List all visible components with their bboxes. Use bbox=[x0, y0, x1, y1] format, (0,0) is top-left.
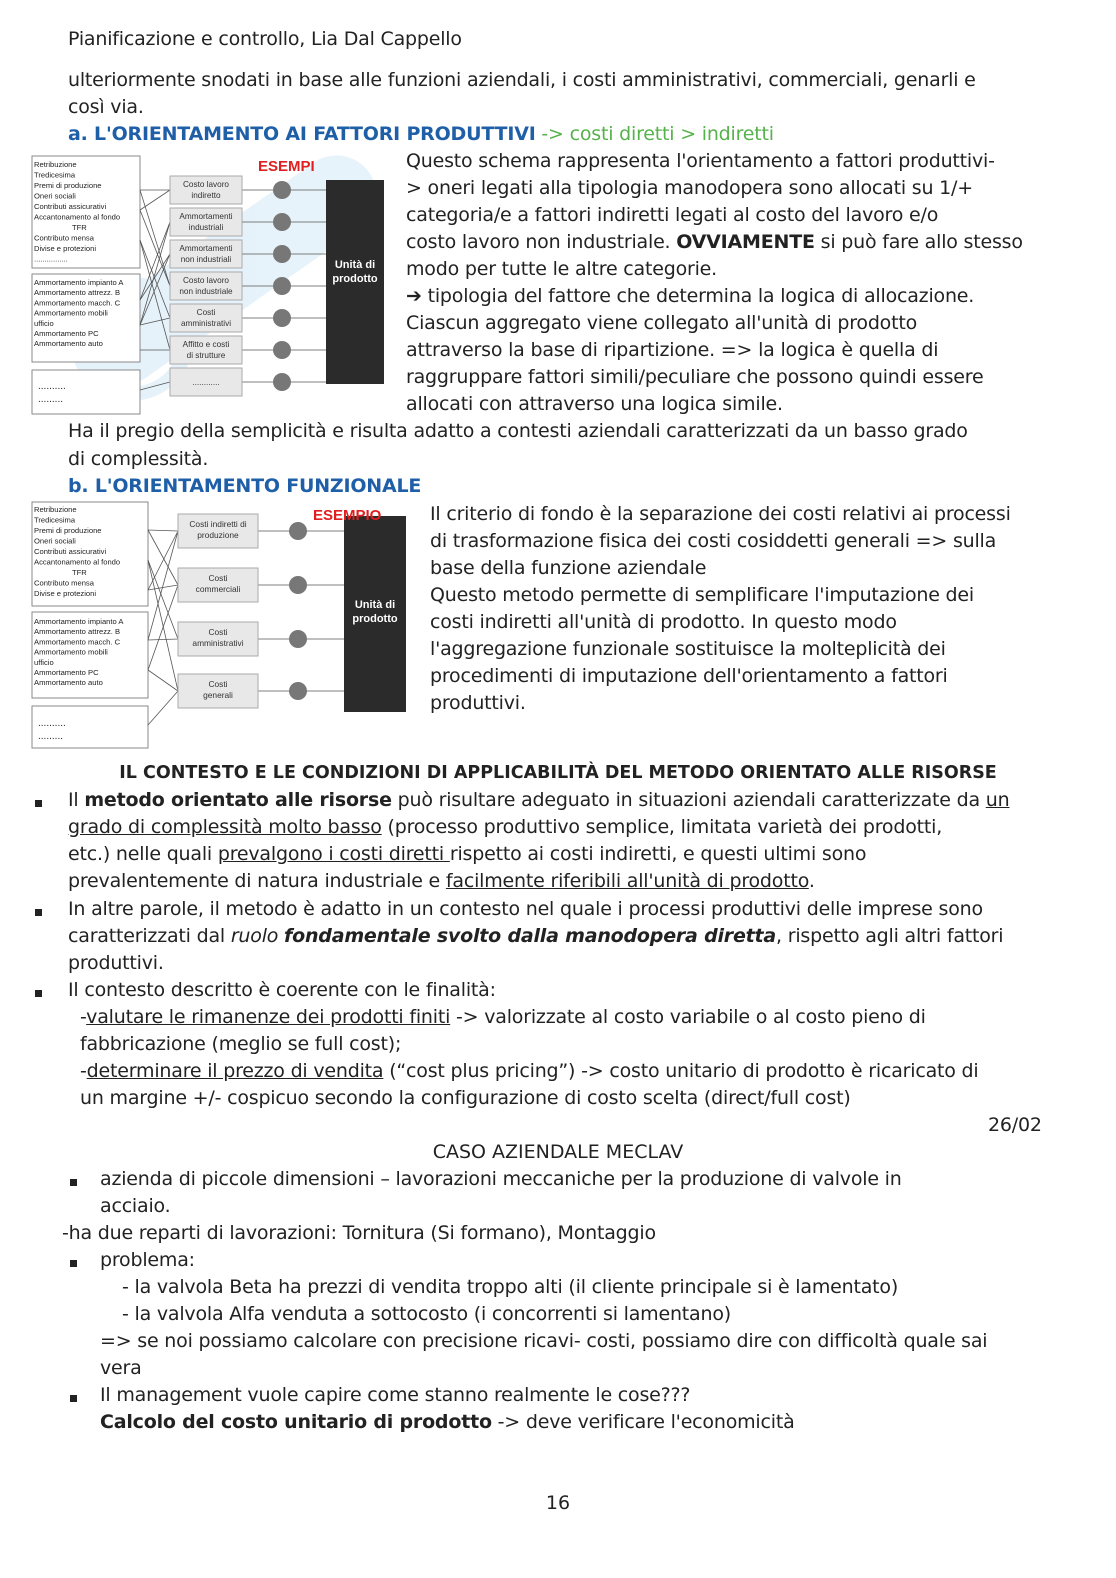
ctx-b1-t3: un bbox=[985, 789, 1010, 811]
b-labor-cost-item-8: Divise e protezioni bbox=[34, 589, 97, 598]
function-label-3-1: generali bbox=[203, 690, 233, 700]
b-product-unit-label-2: prodotto bbox=[352, 613, 398, 625]
a-text-2: > oneri legati alla tipologia manodopera sono allocati su 1/+ bbox=[406, 177, 973, 199]
bullet-icon bbox=[35, 796, 42, 810]
function-node bbox=[289, 522, 307, 540]
ctx-b3-t1: - bbox=[80, 1006, 87, 1028]
b-depreciation-item-4: ufficio bbox=[34, 657, 54, 667]
ctx-b1-t8: rispetto ai costi indiretti, e questi ultimi sono bbox=[449, 843, 867, 865]
b-depreciation-item-3: Ammortamento mobili bbox=[34, 647, 108, 657]
b-product-unit-label-1: Unità di bbox=[354, 599, 396, 611]
b-connector-line bbox=[148, 530, 178, 585]
b-depreciation-item-5: Ammortamento PC bbox=[34, 668, 99, 677]
connector-line bbox=[140, 382, 170, 390]
function-label-0-0: Costi indiretti di bbox=[189, 519, 247, 529]
allocation-base-node bbox=[273, 245, 291, 263]
depreciation-item-6: Ammortamento auto bbox=[34, 339, 103, 349]
ctx-b1-t10: facilmente riferibili all'unità di prodotto bbox=[445, 870, 809, 892]
depreciation-item-3: Ammortamento mobili bbox=[34, 308, 108, 318]
case-b3-line2 bbox=[100, 1409, 795, 1436]
product-unit-label-2: prodotto bbox=[332, 273, 378, 285]
ctx-b2-t1: caratterizzati dal bbox=[68, 925, 231, 947]
b-text-3: base della funzione aziendale bbox=[430, 557, 707, 579]
a-text-4b: OVVIAMENTE bbox=[676, 231, 815, 253]
b-labor-cost-item-0: Retribuzione bbox=[34, 505, 77, 514]
depreciation-item-5: Ammortamento PC bbox=[34, 329, 99, 338]
connector-line bbox=[140, 240, 170, 318]
ctx-b1-t7: prevalgono i costi diretti bbox=[217, 843, 450, 865]
case-line: -ha due reparti di lavorazioni: Tornitura (Si formano), Montaggio bbox=[62, 1222, 656, 1244]
depreciation-item-4: ufficio bbox=[34, 318, 54, 328]
connector-line bbox=[140, 190, 170, 210]
section-b-heading: b. L'ORIENTAMENTO FUNZIONALE bbox=[68, 475, 422, 497]
a-text-3: categoria/e a fattori indiretti legati al costo del lavoro e/o bbox=[406, 204, 939, 226]
labor-cost-item-2: Premi di produzione bbox=[34, 181, 102, 190]
aggregate-label-5-0: Affitto e costi bbox=[182, 340, 230, 349]
section-a-heading: a. L'ORIENTAMENTO AI FATTORI PRODUTTIVI bbox=[68, 123, 536, 145]
case-b2-line3: - la valvola Alfa venduta a sottocosto (i concorrenti si lamentano) bbox=[122, 1303, 731, 1325]
function-label-3-0: Costi bbox=[208, 679, 228, 689]
ctx-b2-t2: ruolo bbox=[230, 925, 285, 947]
aggregate-label-3-1: non industriale bbox=[179, 287, 233, 296]
b-labor-cost-item-7: Contributo mensa bbox=[34, 578, 94, 588]
ctx-b2-line1: In altre parole, il metodo è adatto in un contesto nel quale i processi produttivi delle imprese sono bbox=[68, 898, 983, 920]
example-label: ESEMPI bbox=[258, 158, 315, 175]
labor-cost-item-9: ................ bbox=[34, 254, 68, 264]
ctx-b1-t5: (processo produttivo semplice, limitata varietà dei prodotti, bbox=[381, 816, 943, 838]
ctx-b1-line3 bbox=[68, 841, 866, 868]
case-b3-bold: Calcolo del costo unitario di prodotto bbox=[100, 1411, 492, 1433]
ctx-b3-t2: valutare le rimanenze dei prodotti finiti bbox=[86, 1006, 451, 1028]
ctx-b3-t3: -> valorizzate al costo variabile o al costo pieno di bbox=[450, 1006, 926, 1028]
ctx-b1-t1: metodo orientato alle risorse bbox=[84, 789, 392, 811]
b-text-4: Questo metodo permette di semplificare l'imputazione dei bbox=[430, 584, 974, 606]
allocation-base-node bbox=[273, 181, 291, 199]
function-label-0-1: produzione bbox=[197, 530, 239, 540]
bullet-icon bbox=[70, 1256, 77, 1270]
allocation-base-node bbox=[273, 277, 291, 295]
b-text-6: l'aggregazione funzionale sostituisce la molteplicità dei bbox=[430, 638, 946, 660]
b-depreciation-item-1: Ammortamento attrezz. B bbox=[34, 627, 121, 637]
a-text-10: allocati con attraverso una logica simile. bbox=[406, 393, 783, 415]
function-label-2-0: Costi bbox=[208, 627, 228, 637]
other-cost-item-0: .......... bbox=[38, 381, 66, 392]
a-text-8: attraverso la base di ripartizione. => la logica è quella di bbox=[406, 339, 939, 361]
ctx-b3-line5: un margine +/- cospicuo secondo la configurazione di costo scelta (direct/full cost) bbox=[80, 1087, 851, 1109]
bullet-icon bbox=[35, 905, 42, 919]
page-header: Pianificazione e controllo, Lia Dal Cappello bbox=[68, 28, 462, 50]
labor-cost-item-4: Contributi assicurativi bbox=[34, 202, 107, 211]
aggregate-label-2-1: non industriali bbox=[180, 255, 232, 264]
aggregate-label-1-0: Ammortamenti bbox=[179, 212, 233, 221]
connector-line bbox=[140, 318, 170, 325]
labor-cost-item-1: Tredicesima bbox=[34, 170, 76, 180]
aggregate-label-4-0: Costi bbox=[196, 308, 216, 317]
labor-cost-item-3: Oneri sociali bbox=[34, 191, 76, 201]
ctx-b1-line1 bbox=[68, 787, 1009, 814]
case-b1-line2: acciaio. bbox=[100, 1195, 171, 1217]
b-text-2: di trasformazione fisica dei costi cosiddetti generali => sulla bbox=[430, 530, 997, 552]
b-connector-line bbox=[148, 691, 178, 725]
b-function-boxes bbox=[178, 514, 307, 708]
ctx-b1-t9: prevalentemente di natura industriale e bbox=[68, 870, 446, 892]
case-b2-line1: problema: bbox=[100, 1249, 195, 1271]
case-b3-line1: Il management vuole capire come stanno realmente le cose??? bbox=[100, 1384, 691, 1406]
ctx-b3-line3: fabbricazione (meglio se full cost); bbox=[80, 1033, 402, 1055]
section-a-title bbox=[68, 121, 774, 148]
ctx-b1-t0: Il bbox=[68, 789, 85, 811]
b-labor-cost-item-3: Oneri sociali bbox=[34, 536, 76, 546]
bullet-icon bbox=[70, 1391, 77, 1405]
a-text-4a: costo lavoro non industriale. bbox=[406, 231, 677, 253]
labor-cost-item-8: Divise e protezioni bbox=[34, 244, 97, 253]
a-text-5: modo per tutte le altre categorie. bbox=[406, 258, 718, 280]
depreciation-item-1: Ammortamento attrezz. B bbox=[34, 288, 121, 298]
ctx-b1-t4: grado di complessità molto basso bbox=[68, 816, 382, 838]
b-labor-cost-item-4: Contributi assicurativi bbox=[34, 547, 107, 556]
b-connector-line bbox=[148, 639, 178, 640]
ctx-b1-t2: può risultare adeguato in situazioni aziendali caratterizzate da bbox=[391, 789, 986, 811]
function-label-1-1: commerciali bbox=[195, 584, 241, 594]
depreciation-item-0: Ammortamento impianto A bbox=[34, 278, 124, 287]
connector-line bbox=[140, 254, 170, 325]
function-node bbox=[289, 630, 307, 648]
other-costs-box bbox=[32, 370, 140, 414]
diagram-functional bbox=[30, 500, 412, 752]
b-connector-line bbox=[148, 530, 178, 531]
labor-cost-item-5: Accantonamento al fondo bbox=[34, 212, 121, 222]
intro-line-1: ulteriormente snodati in base alle funzioni aziendali, i costi amministrativi, commerciali, genarli e bbox=[68, 69, 976, 91]
aggregate-label-4-1: amministrativi bbox=[180, 319, 232, 328]
case-title: CASO AZIENDALE MECLAV bbox=[432, 1141, 684, 1163]
b-depreciation-item-2: Ammortamento macch. C bbox=[34, 637, 121, 647]
ctx-b3-t5: - bbox=[80, 1060, 87, 1082]
a-text-6 bbox=[406, 283, 974, 310]
intro-line-2: così via. bbox=[68, 96, 144, 118]
ctx-b1-line2 bbox=[68, 814, 942, 841]
connector-line bbox=[140, 240, 170, 350]
a-text-7: Ciascun aggregato viene collegato all'unità di prodotto bbox=[406, 312, 918, 334]
b-labor-cost-item-6: TFR bbox=[72, 568, 87, 577]
labor-cost-item-0: Retribuzione bbox=[34, 160, 77, 169]
a-text-6b: tipologia del fattore che determina la logica di allocazione. bbox=[421, 285, 975, 307]
function-node bbox=[289, 576, 307, 594]
ctx-b3-line4 bbox=[80, 1058, 978, 1085]
b-example-label: ESEMPIO bbox=[313, 507, 382, 524]
labor-cost-item-6: TFR bbox=[72, 223, 87, 232]
aggregate-label-6-0: ............ bbox=[192, 378, 220, 387]
aggregate-label-0-0: Costo lavoro bbox=[183, 180, 229, 189]
b-connector-line bbox=[148, 560, 178, 691]
bullet-icon bbox=[70, 1175, 77, 1189]
labor-cost-item-7: Contributo mensa bbox=[34, 233, 94, 243]
function-label-1-0: Costi bbox=[208, 573, 228, 583]
b-text-7: procedimenti di imputazione dell'orientamento a fattori bbox=[430, 665, 948, 687]
other-cost-item-1: ......... bbox=[38, 394, 64, 405]
allocation-base-node bbox=[273, 373, 291, 391]
case-b2-line4: => se noi possiamo calcolare con precisione ricavi- costi, possiamo dire con difficoltà quale sai bbox=[100, 1330, 988, 1352]
ctx-b2-t3: fondamentale svolto dalla manodopera diretta bbox=[284, 925, 777, 947]
case-b3-rest: -> deve verificare l'economicità bbox=[491, 1411, 795, 1433]
allocation-base-node bbox=[273, 341, 291, 359]
a-text-1: Questo schema rappresenta l'orientamento a fattori produttivi- bbox=[406, 150, 995, 172]
aggregate-label-0-1: indiretto bbox=[191, 191, 221, 200]
ctx-b3-line2 bbox=[80, 1004, 926, 1031]
b-other-cost-item-1: ......... bbox=[38, 731, 64, 742]
b-depreciation-item-6: Ammortamento auto bbox=[34, 678, 103, 688]
aggregate-label-3-0: Costo lavoro bbox=[183, 276, 229, 285]
section-b-title bbox=[68, 473, 421, 500]
a-text-4 bbox=[406, 229, 1023, 256]
ctx-b2-line2 bbox=[68, 923, 1003, 950]
aggregate-label-5-1: di strutture bbox=[186, 351, 226, 360]
ctx-b3-t6: determinare il prezzo di vendita bbox=[86, 1060, 384, 1082]
b-labor-cost-item-5: Accantonamento al fondo bbox=[34, 557, 121, 567]
b-connector-line bbox=[148, 670, 178, 691]
product-unit-label-1: Unità di bbox=[334, 259, 376, 271]
a-after-1: Ha il pregio della semplicità e risulta adatto a contesti aziendali caratterizzati da un basso grado bbox=[68, 420, 968, 442]
b-labor-cost-item-1: Tredicesima bbox=[34, 515, 76, 525]
page-number: 16 bbox=[545, 1492, 571, 1514]
function-node bbox=[289, 682, 307, 700]
b-text-1: Il criterio di fondo è la separazione dei costi relativi ai processi bbox=[430, 503, 1011, 525]
arrow-icon: ➔ bbox=[406, 285, 422, 307]
aggregate-label-2-0: Ammortamenti bbox=[179, 244, 233, 253]
context-heading: IL CONTESTO E LE CONDIZIONI DI APPLICABILITÀ DEL METODO ORIENTATO ALLE RISORSE bbox=[119, 763, 997, 783]
bullet-icon bbox=[35, 986, 42, 1000]
a-text-4c: si può fare allo stesso bbox=[814, 231, 1023, 253]
case-b1-line1: azienda di piccole dimensioni – lavorazioni meccaniche per la produzione di valvole in bbox=[100, 1168, 902, 1190]
case-b2-line2: - la valvola Beta ha prezzi di vendita troppo alti (il cliente principale si è lamentato) bbox=[122, 1276, 899, 1298]
b-other-cost-item-0: .......... bbox=[38, 718, 66, 729]
b-depreciation-item-0: Ammortamento impianto A bbox=[34, 617, 124, 626]
allocation-base-node bbox=[273, 309, 291, 327]
a-text-9: raggruppare fattori simili/peculiare che possono quindi essere bbox=[406, 366, 984, 388]
b-text-8: produttivi. bbox=[430, 692, 526, 714]
b-text-5: costi indiretti all'unità di prodotto. In questo modo bbox=[430, 611, 897, 633]
aggregate-label-1-1: industriali bbox=[188, 223, 224, 232]
date-label: 26/02 bbox=[988, 1114, 1042, 1136]
diagram-factors bbox=[30, 150, 400, 418]
case-b2-line5: vera bbox=[100, 1357, 142, 1379]
ctx-b3-t7: (“cost plus pricing”) -> costo unitario di prodotto è ricaricato di bbox=[383, 1060, 979, 1082]
depreciation-item-2: Ammortamento macch. C bbox=[34, 298, 121, 308]
function-label-2-1: amministrativi bbox=[192, 638, 244, 648]
ctx-b2-line3: produttivi. bbox=[68, 952, 164, 974]
ctx-b1-t11: . bbox=[808, 870, 815, 892]
b-labor-cost-item-2: Premi di produzione bbox=[34, 526, 102, 535]
a-after-2: di complessità. bbox=[68, 448, 209, 470]
ctx-b1-t6: etc.) nelle quali bbox=[68, 843, 218, 865]
ctx-b2-t4: , rispetto agli altri fattori bbox=[776, 925, 1004, 947]
section-a-subtitle: -> costi diretti > indiretti bbox=[535, 123, 774, 145]
ctx-b1-line4 bbox=[68, 868, 815, 895]
ctx-b3-line1: Il contesto descritto è coerente con le finalità: bbox=[68, 979, 496, 1001]
allocation-base-node bbox=[273, 213, 291, 231]
b-connector-line bbox=[148, 531, 178, 590]
